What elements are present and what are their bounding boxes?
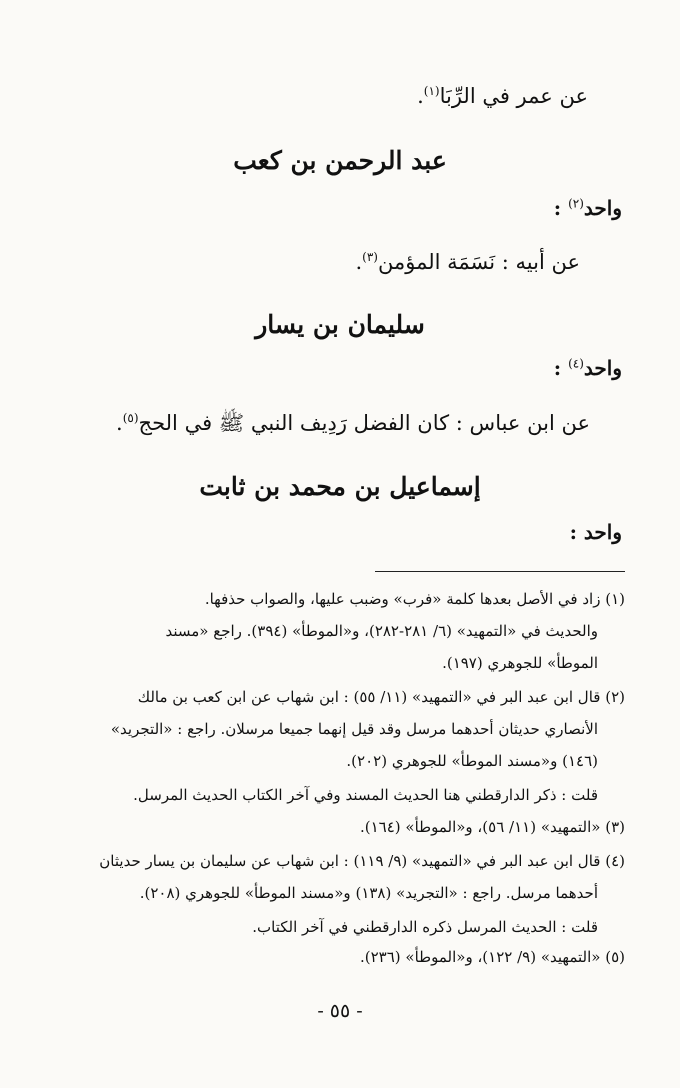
footnote-3: (٣) «التمهيد» (١١/ ٥٦)، و«الموطأ» (١٦٤). <box>359 818 625 836</box>
footnote-1-line-3: الموطأ» للجوهري (١٩٧). <box>442 654 598 672</box>
footnote-2-line-4: قلت : ذكر الدارقطني هنا الحديث المسند وفي آخر الكتاب الحديث المرسل. <box>133 786 598 804</box>
section-heading-2: سليمان بن يسار <box>255 310 425 339</box>
section-heading-1: عبد الرحمن بن كعب <box>233 146 447 175</box>
text-line-3-body: عن ابن عباس : كان الفضل رَدِيف النبي ﷺ في الحج <box>138 411 590 435</box>
footnote-ref-2[interactable]: (٢) <box>568 196 584 211</box>
wahid-label-1-text: واحد <box>583 196 622 220</box>
footnote-4-line-1: (٤) قال ابن عبد البر في «التمهيد» (٩/ ١١٩) : ابن شهاب عن سليمان بن يسار حديثان <box>99 852 625 870</box>
text-line-1-end: . <box>417 84 424 108</box>
footnote-2-line-3: (١٤٦) و«مسند الموطأ» للجوهري (٢٠٢). <box>346 752 598 770</box>
wahid-label-2-text: واحد <box>583 356 622 380</box>
footnote-1-line-2: والحديث في «التمهيد» (٦/ ٢٨١-٢٨٢)، و«الموطأ» (٣٩٤). راجع «مسند <box>165 622 598 640</box>
text-line-1-body: عن عمر في الرِّبَا <box>439 84 588 108</box>
text-line-3-end: . <box>116 411 123 435</box>
footnote-5: (٥) «التمهيد» (٩/ ١٢٢)، و«الموطأ» (٢٣٦). <box>360 948 625 966</box>
text-line-2 <box>355 250 580 274</box>
text-line-2-body: عن أبيه : نَسَمَة المؤمن <box>377 250 580 274</box>
wahid-label-2 <box>554 356 622 380</box>
footnote-4-line-2: أحدهما مرسل. راجع : «التجريد» (١٣٨) و«مسند الموطأ» للجوهري (٢٠٨). <box>139 884 598 902</box>
page-number: - ٥٥ - <box>317 1000 363 1022</box>
footnote-ref-4[interactable]: (٤) <box>568 356 584 371</box>
section-heading-3: إسماعيل بن محمد بن ثابت <box>199 472 481 501</box>
footnote-4-line-3: قلت : الحديث المرسل ذكره الدارقطني في آخر الكتاب. <box>252 918 598 936</box>
text-line-3 <box>116 410 590 441</box>
wahid-label-1 <box>554 196 622 220</box>
wahid-label-3: واحد : <box>569 520 622 544</box>
footnote-ref-5[interactable]: (٥) <box>122 411 139 425</box>
footnote-ref-3[interactable]: (٣) <box>362 250 378 264</box>
text-line-2-end: . <box>355 250 363 274</box>
wahid-label-2-end: : <box>553 356 562 380</box>
footnote-2-line-1: (٢) قال ابن عبد البر في «التمهيد» (١١/ ٥٥) : ابن شهاب عن ابن كعب بن مالك <box>137 688 625 706</box>
footnote-1-line-1: (١) زاد في الأصل بعدها كلمة «فرب» وضبب عليها، والصواب حذفها. <box>204 590 625 608</box>
text-line-1 <box>417 84 588 108</box>
wahid-label-1-end: : <box>553 196 562 220</box>
footnote-separator <box>375 571 625 572</box>
footnote-2-line-2: الأنصاري حديثان أحدهما مرسل وقد قيل إنهما جميعا مرسلان. راجع : «التجريد» <box>110 720 598 738</box>
footnote-ref-1[interactable]: (١) <box>423 84 440 98</box>
